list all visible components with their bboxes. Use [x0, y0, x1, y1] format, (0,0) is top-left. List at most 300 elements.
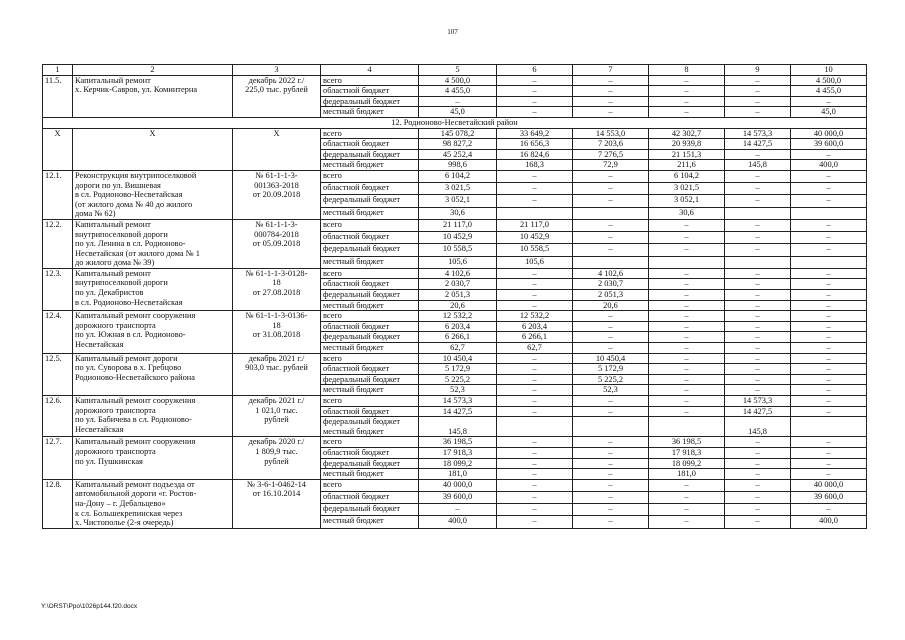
amount-cell: – [497, 96, 573, 107]
amount-cell: 2 030,7 [419, 279, 497, 290]
amount-cell: 42 302,7 [649, 128, 725, 139]
amount-cell: – [649, 107, 725, 118]
item-description: Капитальный ремонт х. Керчик-Савров, ул. Коминтерна [73, 75, 233, 117]
amount-cell: – [649, 311, 725, 322]
amount-cell: – [725, 232, 791, 244]
funding-source: федеральный бюджет [321, 458, 419, 469]
amount-cell [497, 417, 573, 437]
amount-cell: 21 151,3 [649, 149, 725, 160]
amount-cell: – [649, 406, 725, 417]
funding-source: областной бюджет [321, 86, 419, 97]
amount-cell [497, 207, 573, 219]
amount-cell: 5 172,9 [573, 364, 649, 375]
funding-source: всего [321, 219, 419, 231]
amount-cell: 18 099,2 [419, 458, 497, 469]
amount-cell: – [649, 75, 725, 86]
item-description: Реконструкция внутрипоселковой дороги по ул. Вишневая в сл. Родионово-Несветайская (от жилого дома № 40 до жилого дома № 62) [73, 170, 233, 219]
item-document: № 61-1-1-3- 001363-2018 от 20.09.2018 [233, 170, 321, 219]
funding-source: местный бюджет [321, 160, 419, 171]
amount-cell: – [497, 353, 573, 364]
funding-source: всего [321, 353, 419, 364]
amount-cell: 14 427,5 [419, 406, 497, 417]
amount-cell: 14 553,0 [573, 128, 649, 139]
amount-cell: – [791, 353, 867, 364]
funding-source: всего [321, 75, 419, 86]
amount-cell: – [497, 170, 573, 182]
amount-cell: – [497, 447, 573, 458]
amount-cell: – [649, 244, 725, 256]
amount-cell: – [791, 332, 867, 343]
amount-cell [649, 256, 725, 268]
item-description: Капитальный ремонт подъезда от автомобильной дороги «г. Ростов- на-Дону – г. Дебальцево» к сл. Большекрепинская через х. Чистополье (2-я очередь) [73, 479, 233, 528]
amount-cell [573, 256, 649, 268]
column-number: 5 [419, 65, 497, 76]
item-number: 12.4. [43, 311, 73, 353]
amount-cell: – [649, 343, 725, 354]
amount-cell: – [497, 406, 573, 417]
amount-cell: – [725, 364, 791, 375]
funding-source: федеральный бюджет [321, 504, 419, 516]
amount-cell: – [497, 279, 573, 290]
amount-cell: 2 030,7 [573, 279, 649, 290]
amount-cell: 3 052,1 [419, 195, 497, 207]
amount-cell: – [725, 437, 791, 448]
item-document: № 61-1-1-3-0136- 18 от 31.08.2018 [233, 311, 321, 353]
funding-source: областной бюджет [321, 321, 419, 332]
amount-cell: 181,0 [649, 469, 725, 480]
funding-source: федеральный бюджет [321, 195, 419, 207]
funding-source: областной бюджет [321, 364, 419, 375]
amount-cell: – [573, 170, 649, 182]
funding-source: всего [321, 268, 419, 279]
amount-cell: 3 052,1 [649, 195, 725, 207]
item-description: Капитальный ремонт сооружения дорожного транспорта по ул. Пушкинская [73, 437, 233, 479]
amount-cell: 6 104,2 [649, 170, 725, 182]
funding-source: местный бюджет [321, 343, 419, 354]
item-number: 12.5. [43, 353, 73, 395]
amount-cell: – [497, 183, 573, 195]
amount-cell: – [649, 479, 725, 491]
funding-source: областной бюджет [321, 232, 419, 244]
funding-source: федеральный бюджет [321, 374, 419, 385]
amount-cell: 145,8 [419, 417, 497, 437]
amount-cell: 105,6 [497, 256, 573, 268]
funding-source: областной бюджет [321, 183, 419, 195]
funding-source: федеральный бюджет местный бюджет [321, 417, 419, 437]
amount-cell: 12 532,2 [419, 311, 497, 322]
table-row [43, 219, 867, 231]
amount-cell: – [419, 504, 497, 516]
amount-cell: – [791, 385, 867, 396]
amount-cell: 98 827,2 [419, 139, 497, 150]
item-number: 12.8. [43, 479, 73, 528]
amount-cell: – [725, 183, 791, 195]
column-number: 3 [233, 65, 321, 76]
amount-cell: – [725, 469, 791, 480]
amount-cell: – [497, 396, 573, 407]
amount-cell: 20,6 [419, 300, 497, 311]
amount-cell: 2 051,3 [573, 290, 649, 301]
item-number: 12.6. [43, 396, 73, 437]
amount-cell: 18 099,2 [649, 458, 725, 469]
amount-cell: – [573, 447, 649, 458]
amount-cell: 4 500,0 [791, 75, 867, 86]
item-document: № 61-1-1-3- 000784-2018 от 05.09.2018 [233, 219, 321, 268]
funding-source: областной бюджет [321, 406, 419, 417]
column-number: 4 [321, 65, 419, 76]
amount-cell: – [791, 300, 867, 311]
amount-cell: 6 203,4 [419, 321, 497, 332]
item-number: X [43, 128, 73, 170]
amount-cell: – [573, 396, 649, 407]
column-number: 9 [725, 65, 791, 76]
amount-cell [573, 207, 649, 219]
amount-cell: – [497, 437, 573, 448]
amount-cell: – [497, 458, 573, 469]
amount-cell: 6 203,4 [497, 321, 573, 332]
footer-file-path: Y:\ORST\Ppo\1026p144.f20.docx [41, 603, 138, 610]
amount-cell: – [791, 195, 867, 207]
amount-cell: – [649, 396, 725, 407]
table-row [43, 170, 867, 182]
item-number: 12.7. [43, 437, 73, 479]
amount-cell: 181,0 [419, 469, 497, 480]
amount-cell: – [725, 491, 791, 503]
funding-source: всего [321, 170, 419, 182]
amount-cell: – [573, 437, 649, 448]
amount-cell [791, 417, 867, 437]
section-row [43, 117, 867, 128]
amount-cell: – [791, 396, 867, 407]
funding-source: областной бюджет [321, 491, 419, 503]
amount-cell: 145 078,2 [419, 128, 497, 139]
amount-cell: 17 918,3 [419, 447, 497, 458]
amount-cell: – [573, 195, 649, 207]
item-document: декабрь 2022 г./ 225,0 тыс. рублей [233, 75, 321, 117]
amount-cell: 7 203,6 [573, 139, 649, 150]
amount-cell: 39 600,0 [791, 139, 867, 150]
amount-cell: 211,6 [649, 160, 725, 171]
funding-source: областной бюджет [321, 279, 419, 290]
amount-cell: – [725, 268, 791, 279]
funding-source: федеральный бюджет [321, 96, 419, 107]
amount-cell: – [573, 86, 649, 97]
amount-cell: 14 573,3 [419, 396, 497, 407]
column-number: 10 [791, 65, 867, 76]
amount-cell: 400,0 [419, 516, 497, 528]
amount-cell: – [725, 195, 791, 207]
amount-cell: 5 225,2 [573, 374, 649, 385]
item-description: Капитальный ремонт сооружения дорожного транспорта по ул. Южная в сл. Родионово- Несветайская [73, 311, 233, 353]
amount-cell: 400,0 [791, 516, 867, 528]
funding-source: всего [321, 311, 419, 322]
amount-cell: 17 918,3 [649, 447, 725, 458]
amount-cell: 14 427,5 [725, 139, 791, 150]
amount-cell [573, 417, 649, 437]
amount-cell: – [497, 491, 573, 503]
amount-cell: – [725, 170, 791, 182]
amount-cell: 105,6 [419, 256, 497, 268]
funding-source: федеральный бюджет [321, 332, 419, 343]
amount-cell [791, 256, 867, 268]
amount-cell: – [573, 183, 649, 195]
funding-source: местный бюджет [321, 385, 419, 396]
amount-cell: – [573, 516, 649, 528]
amount-cell: – [649, 300, 725, 311]
amount-cell: 4 102,6 [419, 268, 497, 279]
amount-cell: 52,3 [573, 385, 649, 396]
amount-cell: – [649, 290, 725, 301]
amount-cell: 4 500,0 [419, 75, 497, 86]
amount-cell: – [649, 374, 725, 385]
amount-cell: 16 824,6 [497, 149, 573, 160]
amount-cell: – [497, 504, 573, 516]
funding-source: всего [321, 479, 419, 491]
amount-cell: – [573, 107, 649, 118]
amount-cell: 145,8 [725, 417, 791, 437]
amount-cell: – [573, 343, 649, 354]
amount-cell: – [725, 219, 791, 231]
amount-cell: – [649, 86, 725, 97]
amount-cell: – [725, 516, 791, 528]
amount-cell: – [725, 244, 791, 256]
amount-cell: 4 102,6 [573, 268, 649, 279]
amount-cell: – [497, 268, 573, 279]
amount-cell: – [573, 458, 649, 469]
amount-cell: 16 656,3 [497, 139, 573, 150]
amount-cell: 5 172,9 [419, 364, 497, 375]
item-document: декабрь 2020 г./ 1 809,9 тыс. рублей [233, 437, 321, 479]
amount-cell: – [573, 491, 649, 503]
amount-cell: 5 225,2 [419, 374, 497, 385]
funding-source: всего [321, 437, 419, 448]
item-description: X [73, 128, 233, 170]
item-description: Капитальный ремонт внутрипоселковой дороги по ул. Декабристов в сл. Родионово-Несветайская [73, 268, 233, 310]
amount-cell: 36 198,5 [649, 437, 725, 448]
amount-cell: – [725, 290, 791, 301]
amount-cell: – [573, 96, 649, 107]
amount-cell: 40 000,0 [791, 479, 867, 491]
amount-cell: 30,6 [649, 207, 725, 219]
amount-cell: – [649, 219, 725, 231]
page-number: 107 [447, 28, 458, 36]
item-document: X [233, 128, 321, 170]
amount-cell: 998,6 [419, 160, 497, 171]
amount-cell: – [791, 149, 867, 160]
amount-cell: – [573, 332, 649, 343]
amount-cell: – [791, 183, 867, 195]
funding-source: федеральный бюджет [321, 149, 419, 160]
amount-cell: 10 558,5 [497, 244, 573, 256]
amount-cell [791, 207, 867, 219]
amount-cell: – [573, 219, 649, 231]
amount-cell: – [791, 364, 867, 375]
amount-cell: – [725, 96, 791, 107]
amount-cell: – [725, 311, 791, 322]
amount-cell: 10 450,4 [573, 353, 649, 364]
amount-cell: – [725, 353, 791, 364]
amount-cell: – [725, 332, 791, 343]
amount-cell: 3 021,5 [649, 183, 725, 195]
amount-cell: – [649, 96, 725, 107]
amount-cell: 12 532,2 [497, 311, 573, 322]
amount-cell: – [791, 504, 867, 516]
table-row [43, 353, 867, 364]
amount-cell: 10 450,4 [419, 353, 497, 364]
amount-cell: – [497, 107, 573, 118]
amount-cell: – [649, 364, 725, 375]
column-number: 8 [649, 65, 725, 76]
amount-cell: – [725, 374, 791, 385]
amount-cell: – [649, 279, 725, 290]
item-document: декабрь 2021 г./ 1 021,0 тыс. рублей [233, 396, 321, 437]
funding-source: федеральный бюджет [321, 290, 419, 301]
amount-cell: 62,7 [497, 343, 573, 354]
amount-cell [725, 207, 791, 219]
amount-cell: – [497, 290, 573, 301]
table-row [43, 128, 867, 139]
funding-source: местный бюджет [321, 300, 419, 311]
amount-cell: 20,6 [573, 300, 649, 311]
amount-cell: – [573, 321, 649, 332]
amount-cell: 168,3 [497, 160, 573, 171]
amount-cell: – [791, 458, 867, 469]
amount-cell: 52,3 [419, 385, 497, 396]
amount-cell: 39 600,0 [791, 491, 867, 503]
amount-cell: 14 573,3 [725, 396, 791, 407]
amount-cell: 62,7 [419, 343, 497, 354]
amount-cell: – [791, 96, 867, 107]
table-row [43, 396, 867, 407]
amount-cell: 21 117,0 [419, 219, 497, 231]
funding-source: областной бюджет [321, 447, 419, 458]
amount-cell: 20 939,8 [649, 139, 725, 150]
amount-cell: 14 573,3 [725, 128, 791, 139]
amount-cell: – [725, 107, 791, 118]
amount-cell: 2 051,3 [419, 290, 497, 301]
amount-cell: – [791, 406, 867, 417]
amount-cell: 45 252,4 [419, 149, 497, 160]
amount-cell: – [573, 479, 649, 491]
amount-cell: – [791, 374, 867, 385]
amount-cell: – [725, 343, 791, 354]
amount-cell: 145,8 [725, 160, 791, 171]
item-number: 11.5. [43, 75, 73, 117]
amount-cell: – [725, 321, 791, 332]
column-number: 2 [73, 65, 233, 76]
item-number: 12.1. [43, 170, 73, 219]
amount-cell: – [791, 170, 867, 182]
table-row [43, 75, 867, 86]
amount-cell: – [649, 268, 725, 279]
amount-cell: 45,0 [791, 107, 867, 118]
amount-cell: 40 000,0 [419, 479, 497, 491]
amount-cell: 36 198,5 [419, 437, 497, 448]
amount-cell: – [573, 469, 649, 480]
amount-cell: – [725, 504, 791, 516]
amount-cell: – [791, 321, 867, 332]
funding-source: всего [321, 128, 419, 139]
amount-cell: – [573, 311, 649, 322]
amount-cell: 400,0 [791, 160, 867, 171]
table-row [43, 268, 867, 279]
column-number: 1 [43, 65, 73, 76]
amount-cell: – [497, 385, 573, 396]
amount-cell: – [497, 374, 573, 385]
amount-cell: – [791, 311, 867, 322]
amount-cell: – [573, 504, 649, 516]
table-row [43, 479, 867, 491]
amount-cell: – [725, 279, 791, 290]
amount-cell: – [649, 321, 725, 332]
funding-source: всего [321, 396, 419, 407]
amount-cell: 45,0 [419, 107, 497, 118]
amount-cell: – [497, 479, 573, 491]
item-number: 12.3. [43, 268, 73, 310]
funding-source: областной бюджет [321, 139, 419, 150]
table-row [43, 437, 867, 448]
amount-cell: – [649, 491, 725, 503]
amount-cell: – [725, 300, 791, 311]
amount-cell: – [649, 232, 725, 244]
amount-cell: 14 427,5 [725, 406, 791, 417]
amount-cell: – [497, 516, 573, 528]
amount-cell: 33 649,2 [497, 128, 573, 139]
item-description: Капитальный ремонт сооружения дорожного транспорта по ул. Бабичева в сл. Родионово- Несветайская [73, 396, 233, 437]
header-row [43, 65, 867, 76]
column-number: 6 [497, 65, 573, 76]
item-document: декабрь 2021 г./ 903,0 тыс. рублей [233, 353, 321, 395]
amount-cell: – [497, 195, 573, 207]
amount-cell: – [725, 479, 791, 491]
amount-cell: – [497, 469, 573, 480]
funding-source: местный бюджет [321, 256, 419, 268]
budget-table [42, 64, 867, 529]
amount-cell: – [649, 332, 725, 343]
amount-cell: 72,9 [573, 160, 649, 171]
amount-cell: – [791, 447, 867, 458]
amount-cell [649, 417, 725, 437]
amount-cell: – [649, 353, 725, 364]
amount-cell: – [725, 75, 791, 86]
amount-cell: 30,6 [419, 207, 497, 219]
amount-cell: – [725, 447, 791, 458]
amount-cell: – [791, 343, 867, 354]
amount-cell: – [573, 406, 649, 417]
item-document: № 3-6-1-0462-14 от 16.10.2014 [233, 479, 321, 528]
amount-cell: – [649, 516, 725, 528]
amount-cell: – [497, 86, 573, 97]
amount-cell: 40 000,0 [791, 128, 867, 139]
amount-cell: 4 455,0 [791, 86, 867, 97]
amount-cell: 7 276,5 [573, 149, 649, 160]
amount-cell: 10 558,5 [419, 244, 497, 256]
amount-cell: 6 104,2 [419, 170, 497, 182]
amount-cell: – [649, 385, 725, 396]
amount-cell: – [791, 437, 867, 448]
table-row [43, 311, 867, 322]
amount-cell: – [791, 244, 867, 256]
amount-cell: – [419, 96, 497, 107]
amount-cell: – [497, 75, 573, 86]
funding-source: местный бюджет [321, 469, 419, 480]
amount-cell: – [791, 469, 867, 480]
funding-source: федеральный бюджет [321, 244, 419, 256]
funding-source: местный бюджет [321, 207, 419, 219]
amount-cell: – [725, 458, 791, 469]
amount-cell: 10 452,9 [497, 232, 573, 244]
amount-cell: – [497, 364, 573, 375]
